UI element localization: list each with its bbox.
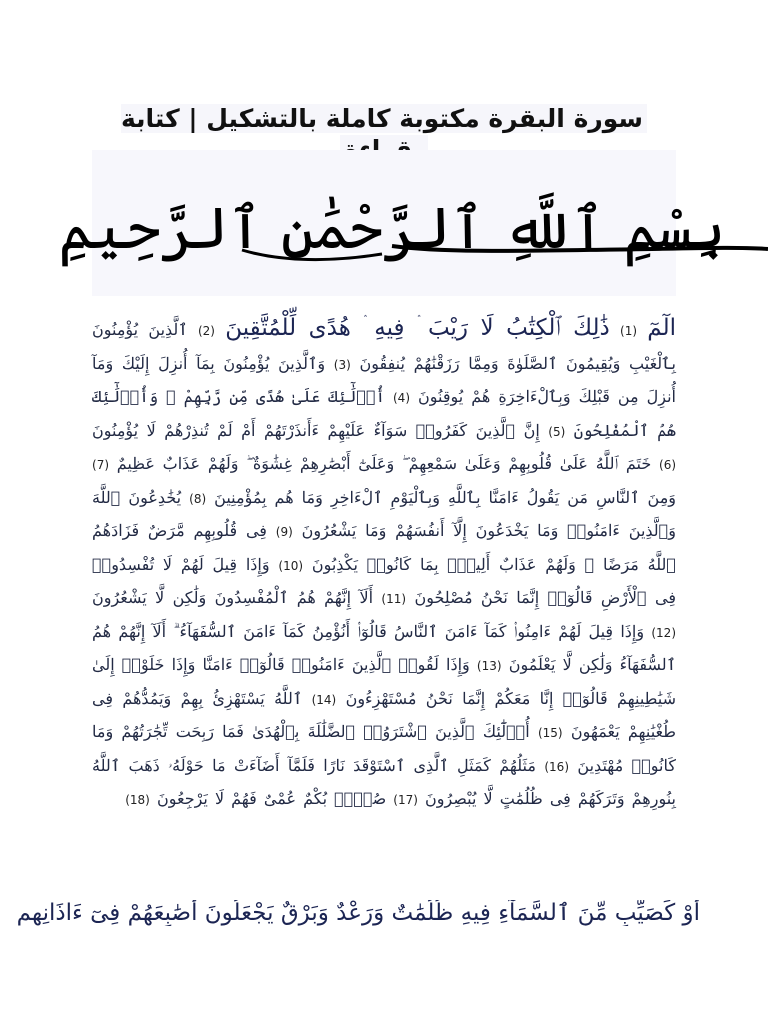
verse-number: (9) <box>275 525 293 539</box>
verse-number: (14) <box>311 692 337 707</box>
verse-text: وَمِنَ ٱلنَّاسِ مَن يَقُولُ ءَامَنَّا بِٱللَّهِ وَبِٱلْيَوْمِ ٱلْءَاخِرِ وَمَا هُم بِمُؤْمِنِينَ <box>214 487 676 507</box>
verse-number: (15) <box>537 726 563 740</box>
overflowing-verse-line <box>0 900 700 926</box>
verse-number: (6) <box>659 458 677 472</box>
verse-number: (2) <box>197 324 215 338</box>
verse-text: يُخَٰدِعُونَ ٱللَّهَ وَٱلَّذِينَ ءَامَنُوا۟ وَمَا يَخْدَعُونَ إِلَّآ أَنفُسَهُمْ وَمَا يَشْعُرُونَ <box>92 487 676 540</box>
verse-number: (10) <box>278 558 304 573</box>
verse-text: الٓمٓ <box>647 315 677 341</box>
verse-number: (17) <box>393 793 418 807</box>
basmala-calligraphy <box>58 150 768 296</box>
verse-text: خَتَمَ ٱللَّهُ عَلَىٰ قُلُوبِهِمْ وَعَلَىٰ سَمْعِهِمْ ۖ وَعَلَىٰٓ أَبْصَٰرِهِمْ غِشَٰوَةٌ ۖ وَلَهُمْ عَذَابٌ عَظِيمٌ <box>116 454 652 473</box>
page-title-text: سورة البقرة مكتوبة كاملة بالتشكيل | كتابة <box>121 104 647 164</box>
verse-number: (18) <box>125 793 150 807</box>
surah-text <box>92 312 676 817</box>
verse-text: وَإِذَا لَقُوا۟ ٱلَّذِينَ ءَامَنُوا۟ قَالُوٓا۟ ءَامَنَّا وَإِذَا خَلَوْا۟ إِلَىٰ شَيَٰطِينِهِمْ قَالُوٓا۟ إِنَّا مَعَكُمْ إِنَّمَا نَحْنُ مُسْتَهْزِءُونَ <box>92 655 677 708</box>
verse-text: صُمٌّۢ بُكْمٌ عُمْىٌ فَهُمْ لَا يَرْجِعُونَ <box>156 789 387 808</box>
verse-number: (4) <box>392 391 410 405</box>
verse-number: (11) <box>381 592 407 606</box>
verse-text: أَلَآ إِنَّهُمْ هُمُ ٱلْمُفْسِدُونَ وَلَٰكِن لَّا يَشْعُرُونَ <box>92 588 374 607</box>
basmala-image <box>58 150 726 296</box>
verse-number: (16) <box>544 759 570 774</box>
verse-text: إِنَّ ٱلَّذِينَ كَفَرُوا۟ سَوَآءٌ عَلَيْهِمْ ءَأَنذَرْتَهُمْ أَمْ لَمْ تُنذِرْهُمْ لَا يُؤْمِنُونَ <box>92 420 540 440</box>
verse-number: (1) <box>620 324 638 338</box>
verse-text: وَٱلَّذِينَ يُؤْمِنُونَ بِمَآ أُنزِلَ إِلَيْكَ وَمَآ أُنزِلَ مِن قَبْلِكَ وَبِٱلْءَاخِرَةِ هُمْ يُوقِنُونَ <box>92 353 676 406</box>
verse-number: (8) <box>189 491 207 506</box>
verse-text: مَثَلُهُمْ كَمَثَلِ ٱلَّذِى ٱسْتَوْقَدَ نَارًا فَلَمَّآ أَضَآءَتْ مَا حَوْلَهُۥ ذَهَبَ ٱللَّهُ بِنُورِهِمْ وَتَرَكَهُمْ فِى ظُلُمَٰتٍ لَّا يُبْصِرُونَ <box>92 755 676 808</box>
verse-text: وَإِذَا قِيلَ لَهُمْ ءَامِنُوا۟ كَمَآ ءَامَنَ ٱلنَّاسُ قَالُوٓا۟ أَنُؤْمِنُ كَمَآ ءَامَنَ ٱلسُّفَهَآءُ ۗ أَلَآ إِنَّهُمْ هُمُ ٱلسُّفَهَآءُ وَلَٰكِن لَّا يَعْلَمُونَ <box>92 621 676 674</box>
verse-text: ٱلَّذِينَ يُؤْمِنُونَ بِٱلْغَيْبِ وَيُقِيمُونَ ٱلصَّلَوٰةَ وَمِمَّا رَزَقْنَٰهُمْ يُنفِقُونَ <box>92 320 676 373</box>
verse-number: (7) <box>92 458 110 472</box>
verse-number: (13) <box>476 659 502 673</box>
basmala-text: بِسْمِ ٱللَّهِ ٱلرَّحْمَٰنِ ٱلرَّحِيمِ <box>58 194 726 262</box>
verse-text: فِى قُلُوبِهِم مَّرَضٌ فَزَادَهُمُ ٱللَّهُ مَرَضًا ۖ وَلَهُمْ عَذَابٌ أَلِيمٌۢ بِمَا كَانُوا۟ يَكْذِبُونَ <box>92 521 676 574</box>
verse-number: (3) <box>333 357 351 372</box>
verse-number: (12) <box>651 625 676 640</box>
verse-text: أُو۟لَٰٓئِكَ ٱلَّذِينَ ٱشْتَرَوُا۟ ٱلضَّلَٰلَةَ بِٱلْهُدَىٰ فَمَا رَبِحَت تِّجَٰرَتُهُمْ وَمَا كَانُوا۟ مُهْتَدِينَ <box>92 722 677 775</box>
verse-text: وَإِذَا قِيلَ لَهُمْ لَا تُفْسِدُوا۟ فِى ٱلْأَرْضِ قَالُوٓا۟ إِنَّمَا نَحْنُ مُصْلِحُونَ <box>92 554 676 607</box>
verse-text: ٱللَّهُ يَسْتَهْزِئُ بِهِمْ وَيَمُدُّهُمْ فِى طُغْيَٰنِهِمْ يَعْمَهُونَ <box>92 688 677 741</box>
verse-text: ذَٰلِكَ ٱلْكِتَٰبُ لَا رَيْبَ ۛ فِيهِ ۛ هُدًى لِّلْمُتَّقِينَ <box>225 315 610 341</box>
verse-number: (5) <box>548 424 566 439</box>
verse-text: أُو۟لَٰٓئِكَ عَلَىٰ هُدًى مِّن رَّبِّهِمْ ۖ وَأُو۟لَٰٓئِكَ هُمُ ٱلْمُفْلِحُونَ <box>92 387 676 440</box>
verse-text: أَوْ كَصَيِّبٍ مِّنَ ٱلسَّمَآءِ فِيهِ ظُلُمَٰتٌ وَرَعْدٌ وَبَرْقٌ يَجْعَلُونَ أَصَٰبِعَهُمْ فِىٓ ءَاذَانِهِم <box>16 900 700 926</box>
